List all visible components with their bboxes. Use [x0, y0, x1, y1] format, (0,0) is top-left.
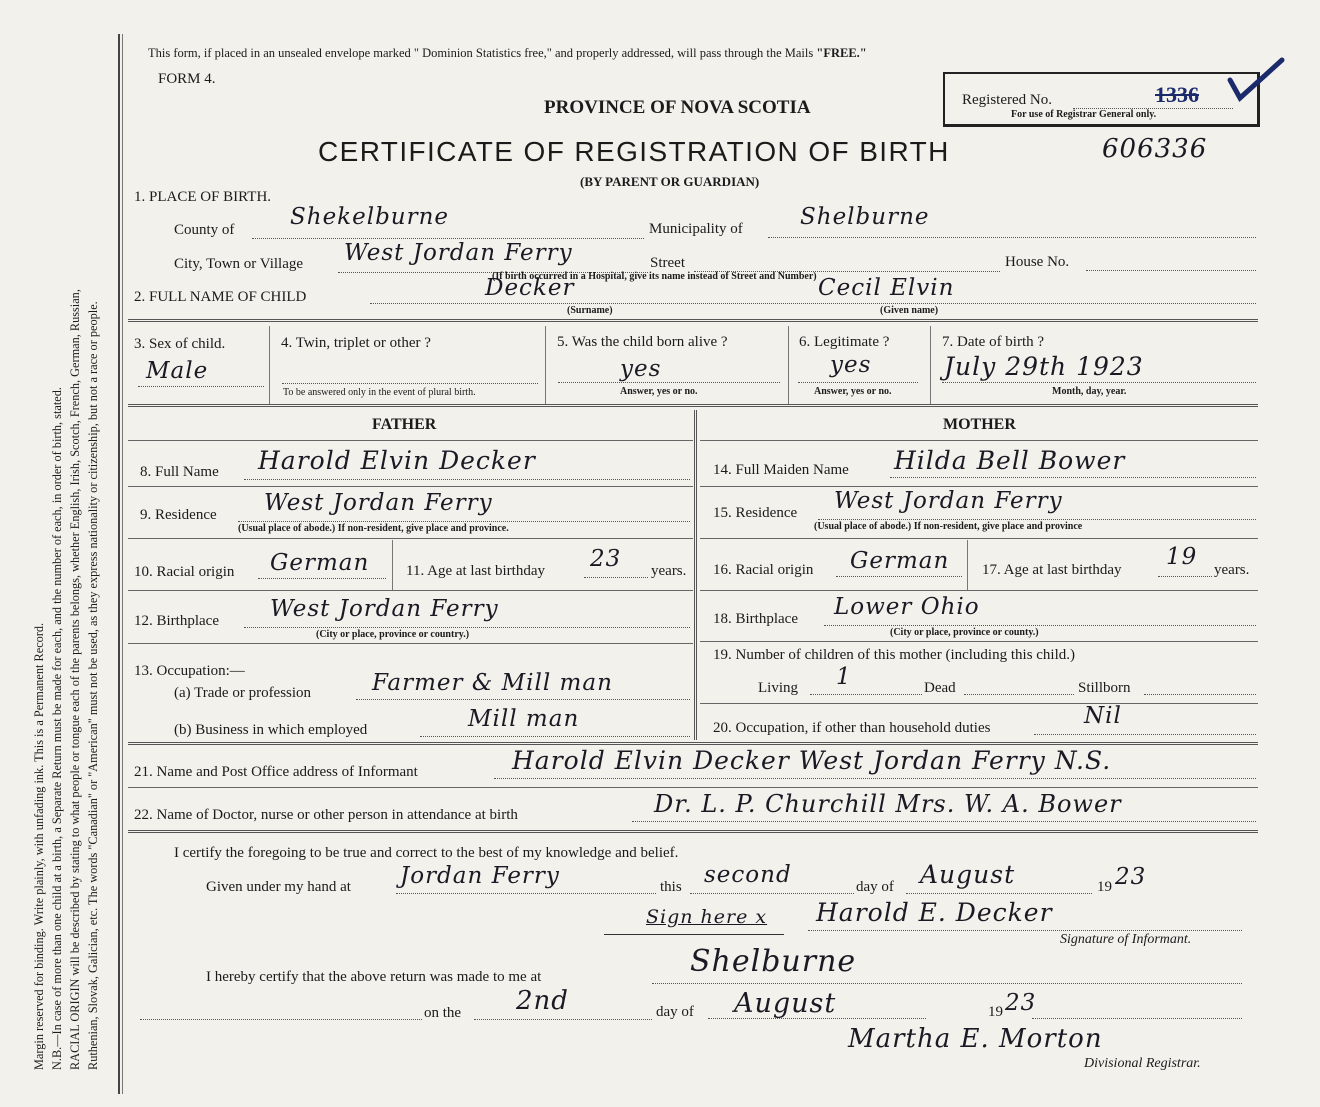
father-residence-label: 9. Residence	[140, 507, 217, 523]
surname-note: (Surname)	[567, 305, 613, 316]
dob-label: 7. Date of birth ?	[942, 334, 1045, 350]
mother-race: German	[850, 548, 950, 574]
father-birthplace-label: 12. Birthplace	[134, 613, 219, 629]
county-label: County of	[174, 222, 235, 238]
registrar-year-prefix: 19	[988, 1004, 1003, 1020]
sex-label: 3. Sex of child.	[134, 336, 226, 352]
dead-label: Dead	[924, 680, 956, 696]
city-label: City, Town or Village	[174, 256, 304, 272]
father-age-label: 11. Age at last birthday	[406, 563, 545, 579]
informant-label: 21. Name and Post Office address of Informant	[134, 764, 418, 780]
alive-note: Answer, yes or no.	[620, 386, 698, 397]
father-occupation-label: 13. Occupation:—	[134, 663, 245, 679]
municipality-label: Municipality of	[649, 221, 743, 237]
given-year-prefix: 19	[1097, 879, 1112, 895]
father-age: 23	[590, 546, 622, 572]
father-race-label: 10. Racial origin	[134, 564, 235, 580]
mother-occupation-label: 20. Occupation, if other than household duties	[713, 720, 991, 736]
mother-name-label: 14. Full Maiden Name	[713, 462, 849, 478]
twin-label: 4. Twin, triplet or other ?	[281, 335, 431, 351]
father-trade: Farmer & Mill man	[372, 670, 613, 696]
mother-children-label: 19. Number of children of this mother (including this child.)	[713, 647, 1076, 663]
margin-line-4: Ruthenian, Slovak, Galician, etc. The words "Canadian" or "American" must not be used, as they express nationality or citizenship, but not a race or people.	[86, 301, 100, 1070]
registrar-statement: I hereby certify that the above return was made to me at	[206, 969, 542, 985]
this-label: this	[660, 879, 682, 895]
registrar-signature: Martha E. Morton	[848, 1024, 1103, 1054]
father-heading: FATHER	[372, 416, 437, 433]
county-value: Shekelburne	[290, 204, 450, 230]
sex-value: Male	[146, 358, 209, 384]
form-number: FORM 4.	[158, 71, 216, 87]
dob-value: July 29th 1923	[944, 352, 1144, 381]
father-business-label: (b) Business in which employed	[174, 722, 368, 738]
city-value: West Jordan Ferry	[344, 240, 573, 266]
registrar-on-label: on the	[424, 1005, 462, 1021]
municipality-value: Shelburne	[800, 204, 930, 230]
hospital-note: (If birth occurred in a Hospital, give its name instead of Street and Number)	[492, 271, 817, 282]
mother-heading: MOTHER	[943, 416, 1016, 433]
child-given-name: Cecil Elvin	[818, 275, 955, 301]
margin-line-1: Margin reserved for binding. Write plainly, with unfading ink. This is a Permanent Record.	[32, 622, 46, 1070]
child-name-label: 2. FULL NAME OF CHILD	[134, 289, 307, 305]
mother-residence-note: (Usual place of abode.) If non-resident, give place and province	[814, 521, 1083, 532]
mother-occupation: Nil	[1084, 703, 1122, 729]
legitimate-value: yes	[830, 352, 872, 378]
certify-statement: I certify the foregoing to be true and correct to the best of my knowledge and belief.	[174, 845, 679, 861]
sign-here-mark: Sign here x	[646, 906, 768, 928]
mother-years: years.	[1214, 562, 1250, 578]
margin-line-3: RACIAL ORIGIN will be described by stating to what people or tongue each of the parents belongs, whether English, Irish, Scotch, French, German, Russian,	[68, 289, 82, 1070]
registered-label: Registered No.	[962, 92, 1052, 108]
province-heading: PROVINCE OF NOVA SCOTIA	[544, 97, 811, 118]
father-birthplace-note: (City or place, province or country.)	[316, 629, 470, 640]
checkmark-icon	[1226, 54, 1286, 110]
registrar-place: Shelburne	[690, 944, 857, 979]
registrar-day: 2nd	[516, 986, 569, 1016]
father-business: Mill man	[468, 706, 580, 732]
informant-value: Harold Elvin Decker West Jordan Ferry N.S.	[512, 746, 1112, 775]
legitimate-note: Answer, yes or no.	[814, 386, 892, 397]
registrar-only-note: For use of Registrar General only.	[1011, 109, 1157, 120]
father-residence: West Jordan Ferry	[264, 490, 493, 516]
given-label: Given under my hand at	[206, 879, 351, 895]
margin-line	[118, 34, 120, 1094]
living-label: Living	[758, 680, 798, 696]
father-name-label: 8. Full Name	[140, 464, 219, 480]
place-heading: 1. PLACE OF BIRTH.	[134, 189, 272, 205]
margin-line-2: N.B.—In case of more than one child at a birth, a Separate Return must be made for each, and the number of each, in order of birth, stated.	[50, 387, 64, 1070]
mother-residence-label: 15. Residence	[713, 505, 798, 521]
registrar-day-of-label: day of	[656, 1004, 694, 1020]
registrar-month: August	[734, 988, 837, 1019]
registered-number: 1336	[1155, 82, 1199, 107]
registrar-year-suffix: 23	[1005, 990, 1037, 1016]
attendant-label: 22. Name of Doctor, nurse or other person in attendance at birth	[134, 807, 518, 823]
mother-age-label: 17. Age at last birthday	[982, 562, 1122, 578]
registration-box	[943, 72, 1260, 127]
father-years: years.	[651, 563, 687, 579]
informant-signature-label: Signature of Informant.	[1060, 932, 1192, 947]
mother-birthplace: Lower Ohio	[834, 594, 980, 620]
margin-line-inner	[122, 34, 123, 1094]
margin-instructions	[30, 30, 102, 1070]
father-residence-note: (Usual place of abode.) If non-resident, give place and province.	[238, 523, 509, 534]
living-value: 1	[836, 664, 852, 690]
mother-name: Hilda Bell Bower	[894, 446, 1126, 475]
stillborn-label: Stillborn	[1078, 680, 1131, 696]
given-year-suffix: 23	[1115, 864, 1147, 890]
street-label: Street	[650, 255, 685, 271]
mother-birthplace-note: (City or place, province or county.)	[890, 627, 1039, 638]
alive-label: 5. Was the child born alive ?	[557, 334, 728, 350]
attendant-value: Dr. L. P. Churchill Mrs. W. A. Bower	[654, 790, 1122, 818]
page-title: CERTIFICATE OF REGISTRATION OF BIRTH	[318, 136, 950, 167]
mother-birthplace-label: 18. Birthplace	[713, 611, 798, 627]
father-birthplace: West Jordan Ferry	[270, 596, 499, 622]
father-race: German	[270, 550, 370, 576]
father-trade-label: (a) Trade or profession	[174, 685, 312, 701]
dob-note: Month, day, year.	[1052, 386, 1127, 397]
given-day: second	[704, 862, 792, 888]
registrar-signature-label: Divisional Registrar.	[1084, 1056, 1201, 1071]
given-month: August	[920, 860, 1016, 889]
house-label: House No.	[1005, 254, 1070, 270]
twin-note: To be answered only in the event of plural birth.	[283, 387, 476, 398]
certificate-number: 606336	[1102, 134, 1208, 164]
child-surname: Decker	[485, 275, 575, 301]
given-day-of-label: day of	[856, 879, 894, 895]
mail-note: This form, if placed in an unsealed envelope marked " Dominion Statistics free," and properly addressed, will pass through the Mails "FREE."	[148, 46, 867, 60]
father-name: Harold Elvin Decker	[258, 446, 536, 475]
informant-signature: Harold E. Decker	[816, 898, 1053, 927]
page-subtitle: (BY PARENT OR GUARDIAN)	[580, 174, 760, 189]
mother-race-label: 16. Racial origin	[713, 562, 814, 578]
legitimate-label: 6. Legitimate ?	[799, 334, 890, 350]
mother-residence: West Jordan Ferry	[834, 488, 1063, 514]
given-name-note: (Given name)	[880, 305, 939, 316]
alive-value: yes	[620, 356, 662, 382]
given-place: Jordan Ferry	[400, 863, 560, 889]
mother-age: 19	[1166, 544, 1198, 570]
